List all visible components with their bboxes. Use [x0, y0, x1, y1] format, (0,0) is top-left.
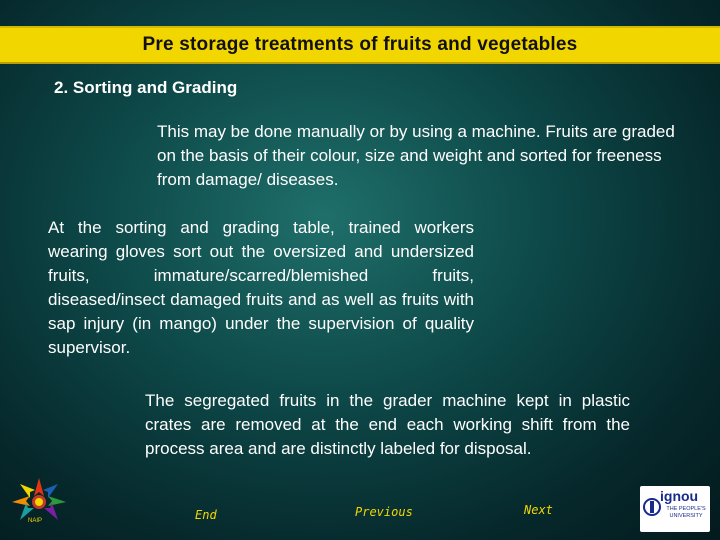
naip-logo-text: NAIP: [28, 518, 43, 524]
next-link[interactable]: Next: [524, 503, 553, 517]
end-link[interactable]: End: [195, 508, 217, 522]
title-bar: [0, 26, 720, 64]
ignou-tagline: THE PEOPLE'S UNIVERSITY: [666, 506, 706, 519]
paragraph-sorting-table: At the sorting and grading table, trained workers wearing gloves sort out the oversized and undersized fruits, immature/scarred/blemished fruits, diseased/insect damaged fruits and as well as fruits with sap injury (in mango) under the supervision of quality supervisor.: [48, 218, 474, 357]
previous-link[interactable]: Previous: [355, 505, 413, 519]
ignou-mark-icon: [643, 492, 661, 522]
slide-title: Pre storage treatments of fruits and vegetables: [142, 34, 578, 55]
paragraph-intro: This may be done manually or by using a machine. Fruits are graded on the basis of their colour, size and weight and sorted for freeness from damage/ diseases.: [157, 122, 675, 189]
ignou-logo: [640, 486, 710, 532]
paragraph-disposal: The segregated fruits in the grader machine kept in plastic crates are removed at the end each working shift from the process area and are distinctly labeled for disposal.: [145, 391, 630, 458]
section-heading: 2. Sorting and Grading: [54, 78, 238, 97]
ignou-wordmark: ignou: [660, 488, 699, 504]
